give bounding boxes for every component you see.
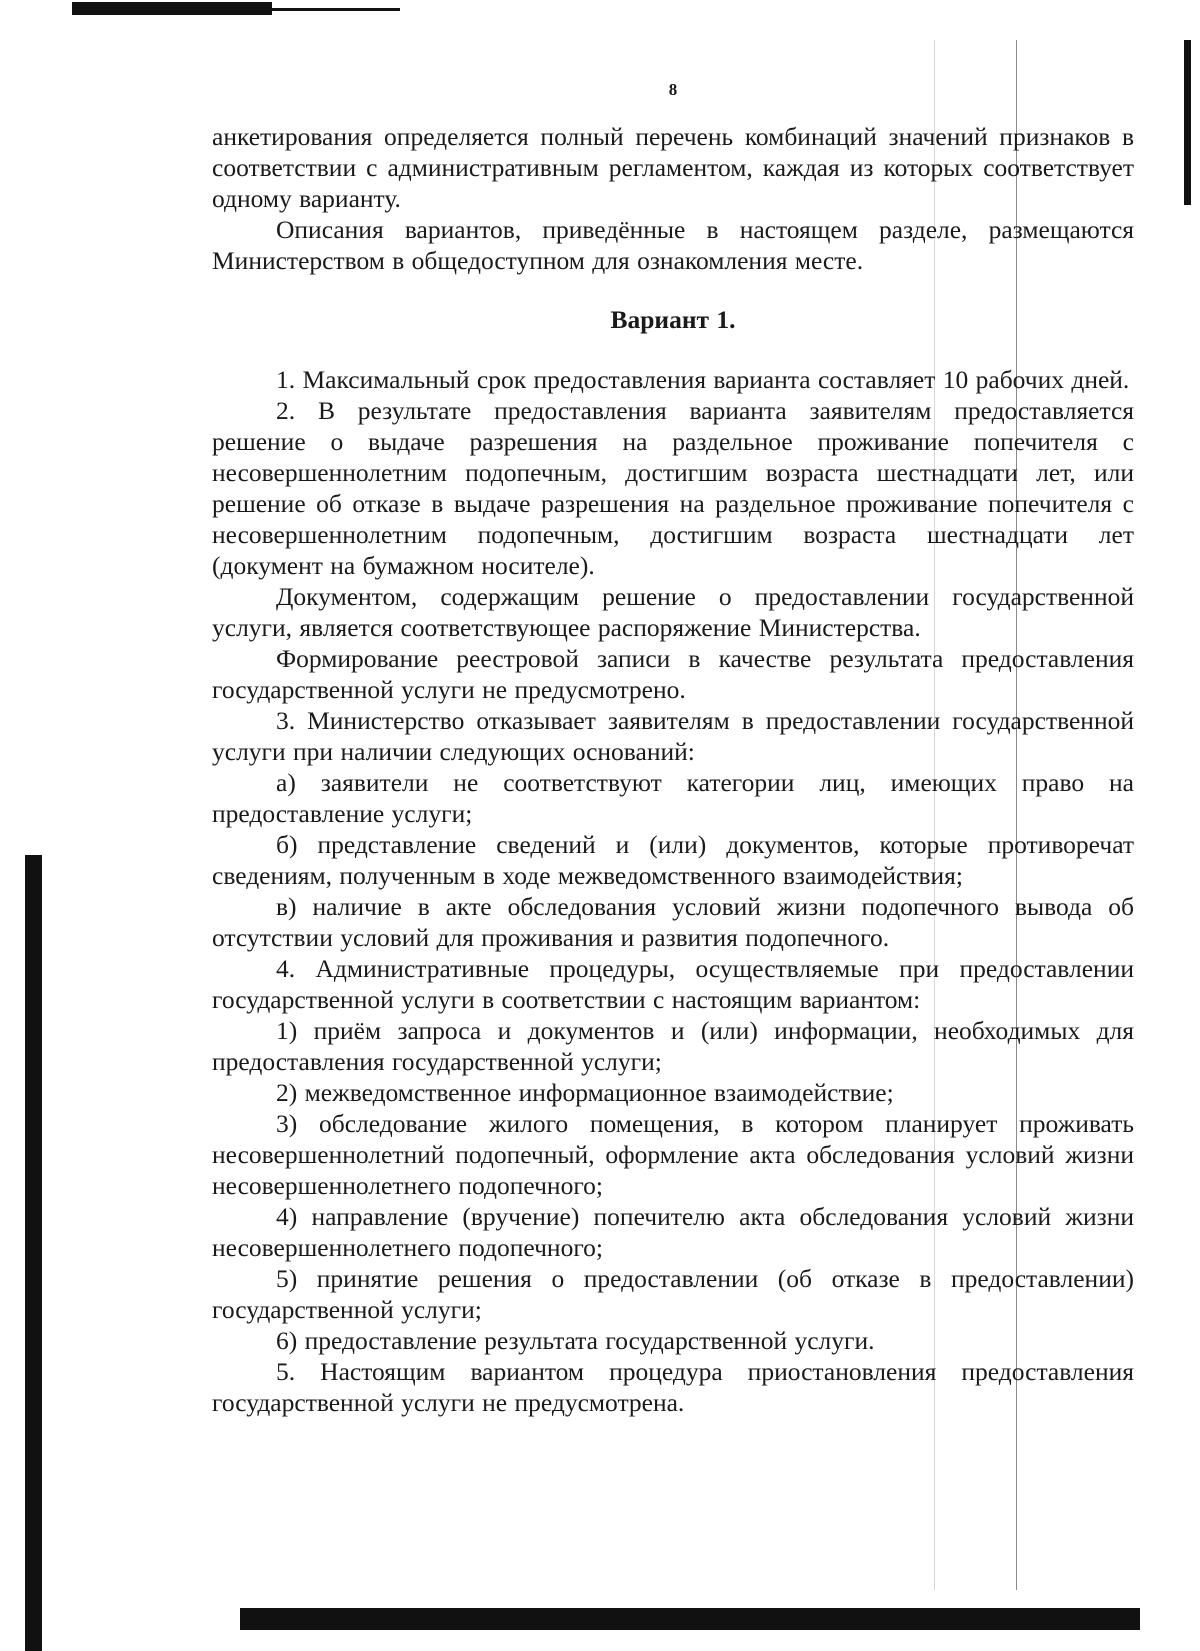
procedure-item-5: 5) принятие решения о предоставлении (об отказе в предоставлении) государственной услуги; xyxy=(212,1264,1134,1324)
list-item-a: а) заявители не соответствуют категории лиц, имеющих право на предоставление услуги; xyxy=(212,768,1134,828)
procedure-item-6: 6) предоставление результата государственной услуги. xyxy=(276,1326,875,1355)
procedure-item-2: 2) межведомственное информационное взаимодействие; xyxy=(276,1078,894,1107)
section-heading: Вариант 1. xyxy=(610,305,736,334)
paragraph-document: Документом, содержащим решение о предоставлении государственной услуги, является соответствующее распоряжение Министерства. xyxy=(212,582,1134,642)
intro-paragraph-1: анкетирования определяется полный перечень комбинаций значений признаков в соответствии с административным регламентом, каждая из которых соответствует одному варианту. xyxy=(212,122,1134,213)
paragraph-2: 2. В результате предоставления варианта заявителям предоставляется решение о выдаче разрешения на раздельное проживание попечителя с несовершеннолетним подопечным, достигшим возраста шестнадцати лет, или решение об отказе в выдаче разрешения на раздельное проживание попечителя с несовершеннолетним подопечным, достигшим возраста шестнадцати лет (документ на бумажном носителе). xyxy=(212,396,1134,580)
procedure-item-4: 4) направление (вручение) попечителю акта обследования условий жизни несовершеннолетнего подопечного; xyxy=(212,1202,1134,1262)
paragraph-4: 4. Административные процедуры, осуществляемые при предоставлении государственной услуги в соответствии с настоящим вариантом: xyxy=(212,954,1134,1014)
procedure-item-1: 1) приём запроса и документов и (или) информации, необходимых для предоставления государственной услуги; xyxy=(212,1016,1134,1076)
paragraph-1: 1. Максимальный срок предоставления варианта составляет 10 рабочих дней. xyxy=(276,365,1130,394)
document-body xyxy=(212,121,1134,1418)
scan-edge-right xyxy=(1184,40,1191,205)
paragraph-5: 5. Настоящим вариантом процедура приостановления предоставления государственной услуги не предусмотрена. xyxy=(212,1357,1134,1417)
scan-edge-left xyxy=(25,855,42,1651)
document-page xyxy=(212,0,1134,1651)
page-number: 8 xyxy=(668,80,678,99)
paragraph-registry: Формирование реестровой записи в качестве результата предоставления государственной услуги не предусмотрено. xyxy=(212,644,1134,704)
intro-paragraph-2: Описания вариантов, приведённые в настоящем разделе, размещаются Министерством в общедоступном для ознакомления месте. xyxy=(212,215,1134,275)
list-item-b: б) представление сведений и (или) документов, которые противоречат сведениям, полученным в ходе межведомственного взаимодействия; xyxy=(212,830,1134,890)
list-item-v: в) наличие в акте обследования условий жизни подопечного вывода об отсутствии условий для проживания и развития подопечного. xyxy=(212,892,1134,952)
procedure-item-3: 3) обследование жилого помещения, в котором планирует проживать несовершеннолетний подопечный, оформление акта обследования условий жизни несовершеннолетнего подопечного; xyxy=(212,1109,1134,1200)
paragraph-3: 3. Министерство отказывает заявителям в предоставлении государственной услуги при наличии следующих оснований: xyxy=(212,706,1134,766)
